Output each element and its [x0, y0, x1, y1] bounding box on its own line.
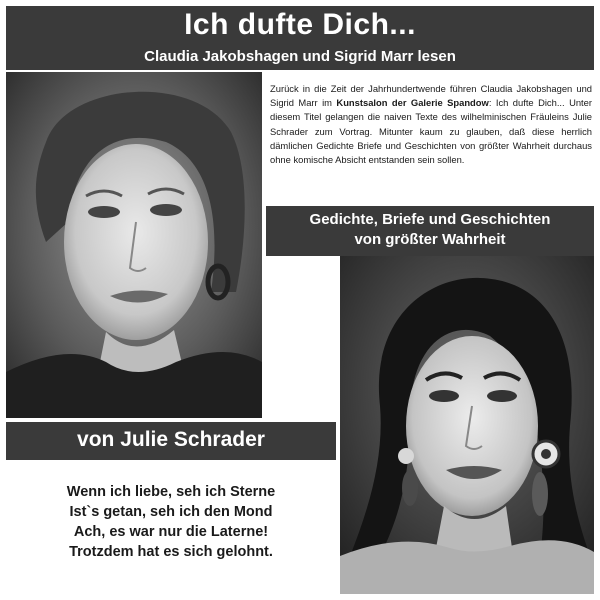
poem-line: Ist`s getan, seh ich den Mond — [69, 504, 273, 520]
portrait-photo-left — [6, 72, 262, 418]
venue-name: Kunstsalon der Galerie Spandow — [336, 97, 489, 109]
poem-line: Trotzdem hat es sich gelohnt. — [69, 544, 273, 560]
poem-line: Wenn ich liebe, seh ich Sterne — [66, 484, 276, 500]
subheading-line-1: Gedichte, Briefe und Geschichten — [309, 211, 551, 228]
poem — [6, 482, 336, 562]
article-text — [270, 82, 592, 167]
page-subtitle: Claudia Jakobshagen und Sigrid Marr lesen — [144, 48, 456, 65]
portrait-photo-right — [340, 256, 594, 594]
author-band — [6, 422, 336, 460]
article-text-part2: : Ich dufte Dich... Unter diesem Titel gelangen die naiven Texte des wilhelminischen Fräuleins Julie Schrader zum Vortrag. Mitunter kaum zu glauben, daß diese herrlich dämlichen Gedichte Briefe und Geschichten von größter Wahrheit durchaus ohne komische Absicht entstanden sein sollen. — [270, 97, 592, 166]
page-title: Ich dufte Dich... — [184, 8, 416, 41]
subheading-band-right — [266, 206, 594, 256]
author-label: von Julie Schrader — [77, 428, 265, 451]
poem-line: Ach, es war nur die Laterne! — [73, 524, 269, 540]
article-text-part1: Zurück in die Zeit der Jahrhundertwende führen Claudia Jakobshagen und Sigrid Marr im — [270, 83, 592, 109]
subheading-line-2: von größter Wahrheit — [354, 231, 506, 248]
header-band — [6, 6, 594, 70]
